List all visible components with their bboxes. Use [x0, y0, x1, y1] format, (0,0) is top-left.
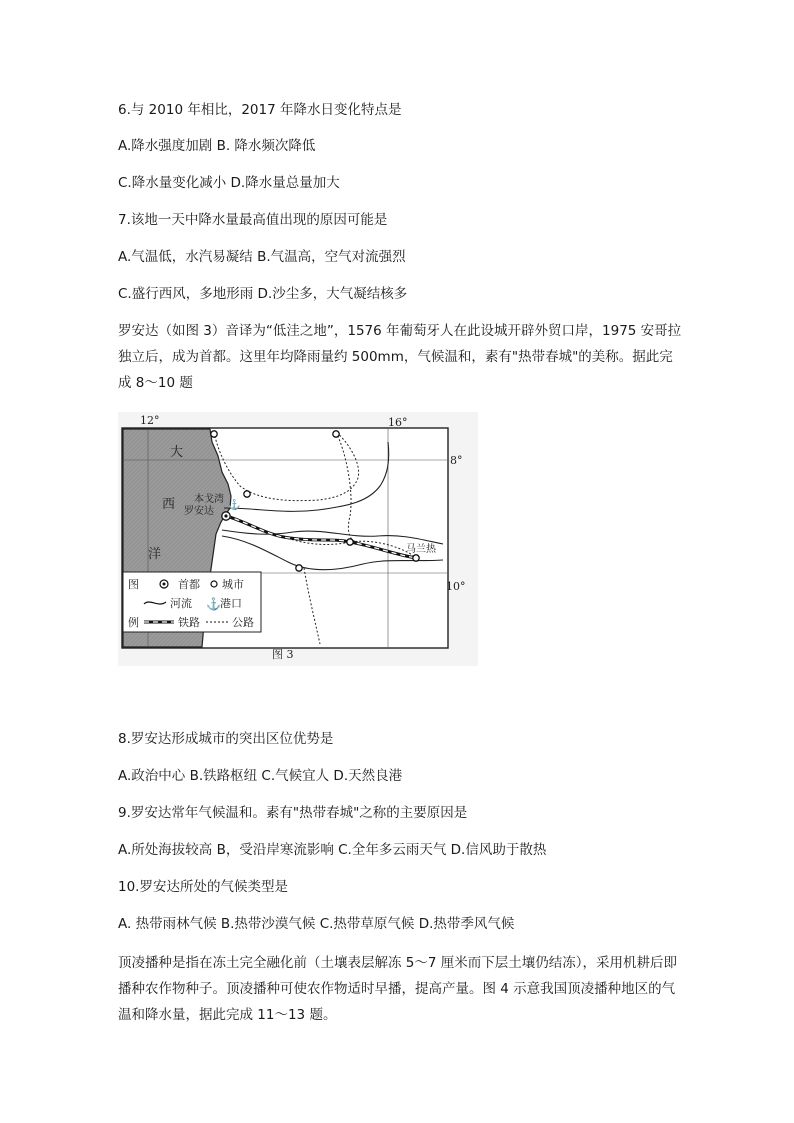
- city-marker-3: [244, 491, 250, 497]
- sea-label-xi: 西: [162, 497, 176, 512]
- lat-label-10: 10°: [446, 580, 466, 593]
- sowing-intro-paragraph: 顶凌播种是指在冻土完全融化前（土壤表层解冻 5～7 厘米而下层土壤仍结冻），采用机耕后即播种农作物种子。顶凌播种可使农作物适时早播，提高产量。图 4 示意我国顶凌播种地区的气温和降水量，据此完成 11～13 题。: [118, 955, 678, 1023]
- lon-label-12: 12°: [140, 414, 160, 427]
- legend-city-label: 城市: [222, 578, 244, 591]
- legend-road-label: 公路: [232, 616, 254, 629]
- figure-3-map: [118, 412, 478, 666]
- legend-capital-label: 首都: [178, 578, 200, 591]
- legend-port-label: 港口: [220, 597, 242, 610]
- legend-side-tu: 图: [128, 578, 139, 591]
- lon-label-16: 16°: [388, 416, 408, 429]
- legend-side-li: 例: [128, 616, 139, 629]
- legend-capital-dot: [163, 583, 166, 586]
- map-legend: [123, 572, 261, 632]
- sea-label-da: 大: [170, 445, 184, 460]
- legend-railway-label: 铁路: [178, 616, 200, 629]
- city-marker-4: [347, 539, 353, 545]
- sea-label-yang: 洋: [148, 547, 162, 562]
- legend-port-icon: ⚓: [206, 597, 221, 611]
- question-9-stem: 9.罗安达常年气候温和。素有"热带春城"之称的主要原因是: [118, 805, 468, 821]
- question-10-stem: 10.罗安达所处的气候类型是: [118, 879, 288, 895]
- city-marker-1: [211, 431, 217, 437]
- legend-river-label: 河流: [170, 597, 192, 610]
- capital-marker-dot: [224, 514, 227, 517]
- question-9-options: A.所处海拔较高 B，受沿岸寒流影响 C.全年多云雨天气 D.信风助于散热: [118, 842, 547, 858]
- label-luanda: 罗安达: [184, 506, 214, 517]
- port-anchor-icon: ⚓: [228, 500, 241, 511]
- label-malanje: 马兰热: [406, 544, 436, 555]
- question-6-options-2: C.降水量变化减小 D.降水量总量加大: [118, 175, 340, 191]
- question-7-stem: 7.该地一天中降水量最高值出现的原因可能是: [118, 212, 388, 228]
- question-6-stem: 6.与 2010 年相比，2017 年降水日变化特点是: [118, 102, 402, 118]
- label-bengo-bay: 本戈湾: [194, 494, 224, 505]
- city-marker-5: [296, 565, 302, 571]
- question-7-options-2: C.盛行西风，多地形雨 D.沙尘多，大气凝结核多: [118, 286, 408, 302]
- figure-3-caption: 图 3: [272, 648, 294, 661]
- question-8-options: A.政治中心 B.铁路枢纽 C.气候宜人 D.天然良港: [118, 768, 403, 784]
- luanda-intro-paragraph: 罗安达（如图 3）音译为“低洼之地”，1576 年葡萄牙人在此设城开辟外贸口岸，1975 安哥拉独立后，成为首都。这里年均降雨量约 500mm，气候温和，素有"热带春城"的美称。据此完成 8～10 题: [118, 323, 682, 391]
- question-8-stem: 8.罗安达形成城市的突出区位优势是: [118, 731, 334, 747]
- city-marker-2: [333, 431, 339, 437]
- question-6-options-1: A.降水强度加剧 B. 降水频次降低: [118, 138, 316, 154]
- lat-label-8: 8°: [450, 454, 463, 467]
- question-10-options: A. 热带雨林气候 B.热带沙漠气候 C.热带草原气候 D.热带季风气候: [118, 916, 515, 932]
- city-marker-malanje: [413, 555, 419, 561]
- question-7-options-1: A.气温低，水汽易凝结 B.气温高，空气对流强烈: [118, 249, 406, 265]
- map-svg: [118, 412, 478, 666]
- legend-city-symbol: [211, 581, 217, 587]
